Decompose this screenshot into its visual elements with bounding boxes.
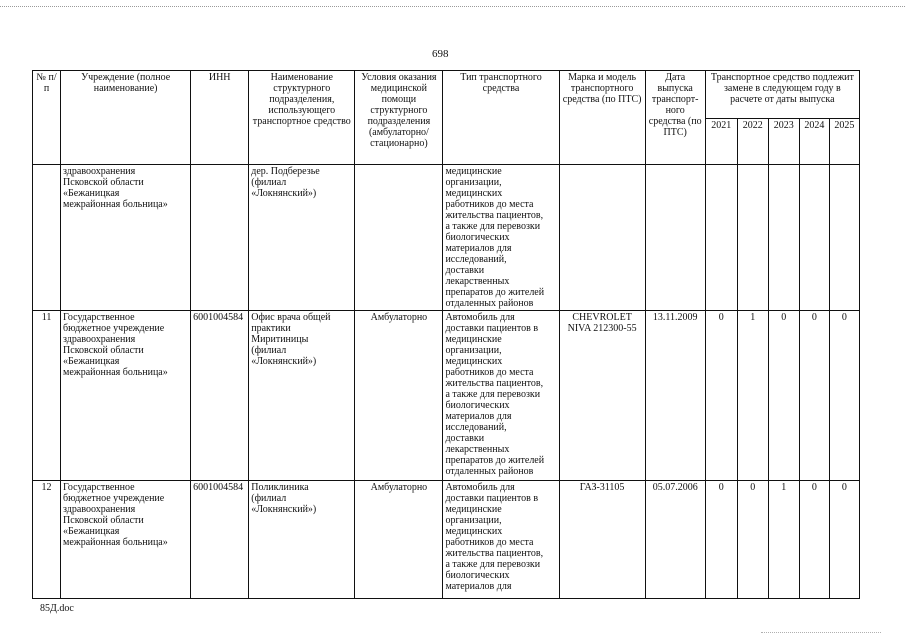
page-number: 698 — [432, 48, 449, 60]
row-inn — [191, 165, 249, 311]
row-subdivision: дер. Подберезье (филиал «Локнянский») — [249, 165, 355, 311]
row-brand-model: CHEVROLET NIVA 212300-55 — [559, 311, 645, 481]
row-year-value: 0 — [799, 481, 829, 599]
row-brand-model — [559, 165, 645, 311]
row-vehicle-type: Автомобиль для доставки пациентов в медицинские организации, медицинских работников до места жительства пациентов, а также для перевозки биологических материалов для — [443, 481, 559, 599]
header-subdivision: Наименование структурного подразделения, использующего транспортное средство — [249, 71, 355, 165]
table-row — [33, 165, 860, 311]
row-vehicle-type: Автомобиль для доставки пациентов в медицинские организации, медицинских работников до места жительства пациентов, а также для перевозки биологических материалов для исследований, доставки лекарственных препаратов до жителей отдаленных районов — [443, 311, 559, 481]
header-replacement: Транспортное средство подлежит замене в следующем году в расчете от даты выпуска — [705, 71, 859, 119]
row-year-value: 1 — [768, 481, 799, 599]
row-year-value — [829, 165, 859, 311]
row-year-value — [737, 165, 768, 311]
header-institution: Учреждение (полное наименование) — [61, 71, 191, 165]
row-release-date: 13.11.2009 — [645, 311, 705, 481]
header-row — [33, 71, 860, 119]
header-year: 2023 — [768, 119, 799, 165]
row-institution: здравоохранения Псковской области «Бежаницкая межрайонная больница» — [61, 165, 191, 311]
row-num — [33, 165, 61, 311]
header-brand-model: Марка и модель транспортного средства (по ПТС) — [559, 71, 645, 165]
row-vehicle-type: медицинские организации, медицинских работников до места жительства пациентов, а также для перевозки биологических материалов для исследований, доставки лекарственных препаратов до жителей отдаленных районов — [443, 165, 559, 311]
header-num: № п/п — [33, 71, 61, 165]
row-year-value: 0 — [799, 311, 829, 481]
header-year: 2022 — [737, 119, 768, 165]
footer-filename: 85Д.doc — [40, 603, 74, 614]
row-num: 11 — [33, 311, 61, 481]
row-conditions: Амбулаторно — [355, 311, 443, 481]
row-institution: Государственное бюджетное учреждение здравоохранения Псковской области «Бежаницкая межрайонная больница» — [61, 481, 191, 599]
row-conditions — [355, 165, 443, 311]
row-brand-model: ГАЗ-31105 — [559, 481, 645, 599]
row-year-value: 0 — [829, 311, 859, 481]
row-year-value: 0 — [768, 311, 799, 481]
row-year-value: 0 — [705, 481, 737, 599]
header-year: 2025 — [829, 119, 859, 165]
row-subdivision: Поликлиника (филиал «Локнянский») — [249, 481, 355, 599]
row-conditions: Амбулаторно — [355, 481, 443, 599]
header-vehicle-type: Тип транспортного средства — [443, 71, 559, 165]
row-year-value: 0 — [829, 481, 859, 599]
row-release-date: 05.07.2006 — [645, 481, 705, 599]
row-num: 12 — [33, 481, 61, 599]
row-year-value: 0 — [737, 481, 768, 599]
row-year-value — [799, 165, 829, 311]
scan-top-edge — [0, 6, 905, 7]
row-institution: Государственное бюджетное учреждение здравоохранения Псковской области «Бежаницкая межрайонная больница» — [61, 311, 191, 481]
table-row — [33, 311, 860, 481]
row-year-value — [768, 165, 799, 311]
scan-bottom-edge — [761, 632, 881, 633]
table-row — [33, 481, 860, 599]
vehicle-table — [32, 70, 860, 599]
header-year: 2021 — [705, 119, 737, 165]
header-conditions: Условия оказания медицинской помощи структурного подразделения (амбулаторно/ стационарно) — [355, 71, 443, 165]
row-subdivision: Офис врача общей практики Миритиницы (филиал «Локнянский») — [249, 311, 355, 481]
header-year: 2024 — [799, 119, 829, 165]
header-release-date: Дата выпуска транспорт-ного средства (по ПТС) — [645, 71, 705, 165]
row-inn: 6001004584 — [191, 481, 249, 599]
row-release-date — [645, 165, 705, 311]
row-year-value — [705, 165, 737, 311]
row-year-value: 0 — [705, 311, 737, 481]
header-inn: ИНН — [191, 71, 249, 165]
row-year-value: 1 — [737, 311, 768, 481]
row-inn: 6001004584 — [191, 311, 249, 481]
